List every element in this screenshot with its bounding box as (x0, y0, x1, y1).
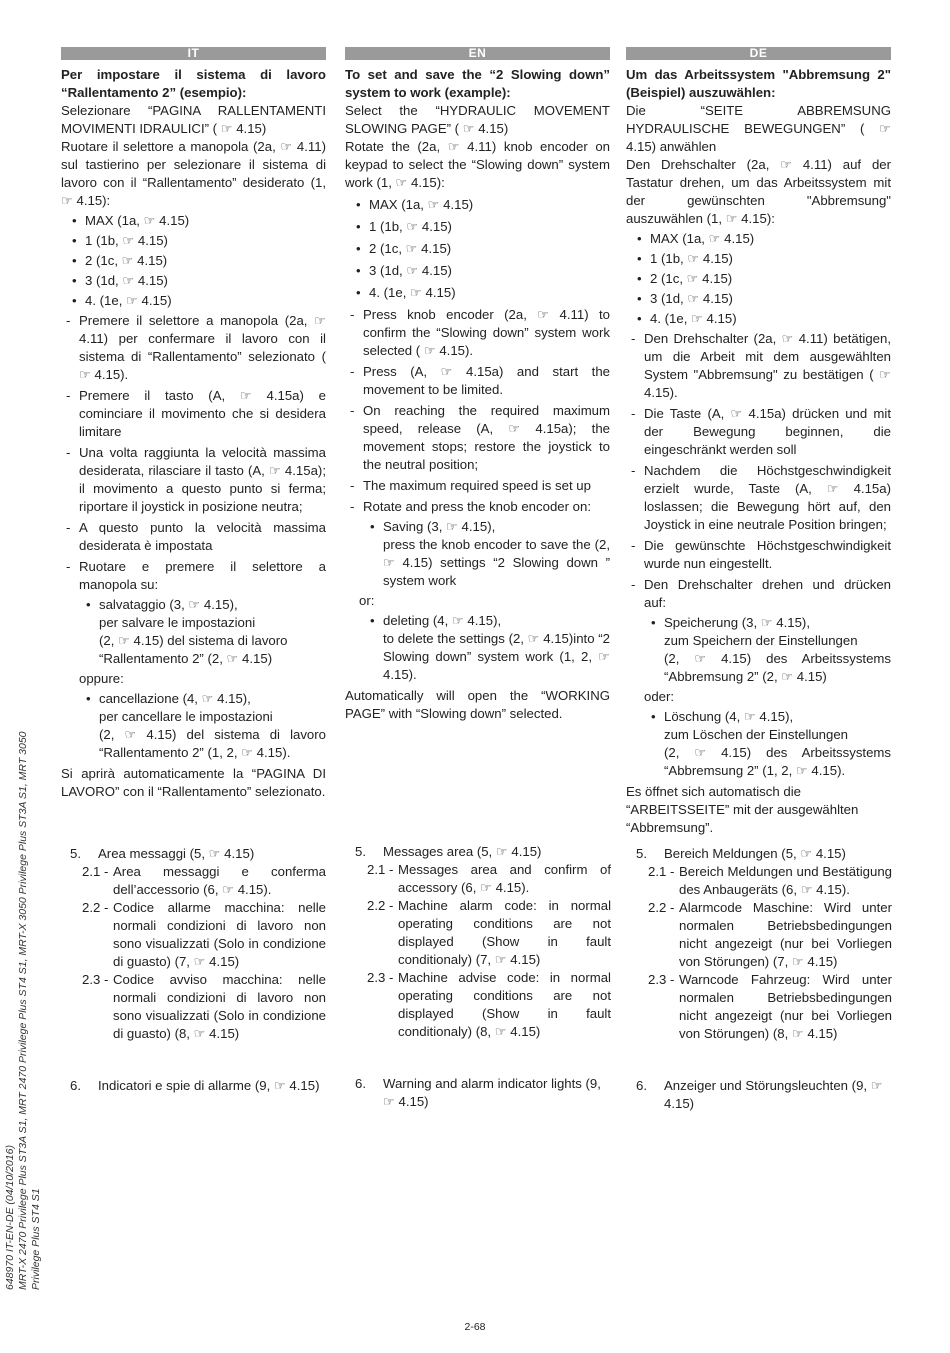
sub-bullet-list (79, 690, 326, 762)
section-title: To set and save the “2 Slowing down” system to work (example): (345, 67, 610, 100)
list-item: • MAX (1a, ☞ 4.15) (369, 196, 610, 214)
section-title: Um das Arbeitssystem "Abbremsung 2" (Beispiel) auszuwählen: (626, 67, 891, 100)
legend-subitem: 2.2 - Codice allarme macchina: nelle normali condizioni di lavoro non sono visualizzati (Solo in condizione di guasto) (7, ☞ 4.15) (82, 900, 326, 969)
legend-subitem: 2.2 - Alarmcode Maschine: Wird unter normalen Betriebsbedingungen nicht angezeigt (nur bei Vorliegen von Störungen) (7, ☞ 4.15) (648, 900, 892, 969)
sub-text: • Speicherung (3, ☞ 4.15), (664, 615, 810, 630)
step-item: - Press (A, ☞ 4.15a) and start the movement to be limited. (363, 363, 610, 399)
sub-bullet-list (79, 596, 326, 668)
list-item: • 2 (1c, ☞ 4.15) (369, 240, 610, 258)
legend-item-5: 5. Bereich Meldungen (5, ☞ 4.15) (636, 846, 846, 861)
bullet-list (626, 230, 891, 328)
paragraph: Selezionare “PAGINA RALLENTAMENTI MOVIMENTI IDRAULICI” ( ☞ 4.15) (61, 103, 326, 136)
paragraph: Select the “HYDRAULIC MOVEMENT SLOWING PAGE” ( ☞ 4.15) (345, 103, 610, 136)
document-code: 648970 IT-EN-DE (04/10/2016) (4, 1145, 16, 1290)
sub-bullet-list (644, 708, 891, 780)
list-item (664, 708, 891, 780)
sub-text: per cancellare le impostazioni (99, 709, 273, 724)
legend-block-it (70, 845, 326, 1095)
bullet-list (61, 212, 326, 310)
paragraph: Rotate the (2a, ☞ 4.11) knob encoder on keypad to select the “Slowing down” system work (1, ☞ 4.15): (345, 139, 610, 190)
step-item (79, 558, 326, 762)
list-item (99, 690, 326, 762)
legend-subitem: 2.2 - Machine alarm code: in normal operating conditions are not displayed (Show in fault conditionaly) (7, ☞ 4.15) (367, 898, 611, 967)
step-list (61, 312, 326, 762)
legend-item-6: 6. Anzeiger und Störungsleuchten (9, ☞ 4.15) (636, 1078, 883, 1111)
bullet-list (345, 196, 610, 302)
or-text: or: (359, 593, 375, 608)
section-title: Per impostare il sistema di lavoro “Rallentamento 2” (esempio): (61, 67, 326, 100)
step-item: - Nachdem die Höchstgeschwindigkeit erzielt wurde, Taste (A, ☞ 4.15a) loslassen; die Bewegung hört auf, den Joystick in eine neutrale Position bringen; (644, 462, 891, 534)
sub-text: (2, ☞ 4.15) des Arbeitssystems “Abbremsung 2” (1, 2, ☞ 4.15). (664, 745, 891, 778)
page-number: 2-68 (464, 1321, 486, 1333)
sub-text: • Löschung (4, ☞ 4.15), (664, 709, 794, 724)
list-item: • 3 (1d, ☞ 4.15) (85, 272, 326, 290)
language-header-de: DE (626, 47, 891, 60)
legend-item-6: 6. Indicatori e spie di allarme (9, ☞ 4.15) (70, 1078, 320, 1093)
column-it (61, 47, 326, 801)
list-item: • 1 (1b, ☞ 4.15) (85, 232, 326, 250)
paragraph: Si aprirà automaticamente la “PAGINA DI LAVORO” con il “Rallentamento” selezionato. (61, 766, 326, 799)
side-document-info (4, 730, 43, 1290)
sub-text: per salvare le impostazioni (99, 615, 256, 630)
sub-text: zum Löschen der Einstellungen (664, 727, 849, 742)
step-list (626, 330, 891, 780)
list-item: • 2 (1c, ☞ 4.15) (650, 270, 891, 288)
step-item: - Premere il tasto (A, ☞ 4.15a) e cominciare il movimento che si desidera limitare (79, 387, 326, 441)
legend-subitem: 2.3 - Warncode Fahrzeug: Wird unter normalen Betriebsbedingungen nicht angezeigt (nur bei Vorliegen von Störungen) (8, ☞ 4.15) (648, 972, 892, 1041)
language-header-en: EN (345, 47, 610, 60)
list-item (664, 614, 891, 686)
step-item: - Die gewünschte Höchstgeschwindigkeit wurde nun eingestellt. (644, 537, 891, 573)
step-text: Den Drehschalter drehen und drücken auf: (644, 577, 891, 610)
paragraph: Automatically will open the “WORKING PAGE” with “Slowing down” selected. (345, 688, 610, 721)
sub-text: • deleting (4, ☞ 4.15), (383, 613, 502, 628)
paragraph: Ruotare il selettore a manopola (2a, ☞ 4.11) sul tastierino per selezionare il sistema di lavoro con il “Rallentamento” desiderato (1, ☞ 4.15): (61, 139, 326, 208)
legend-subitem: 2.3 - Machine advise code: in normal operating conditions are not displayed (Show in fault conditionaly) (8, ☞ 4.15) (367, 970, 611, 1039)
step-item: - Premere il selettore a manopola (2a, ☞ 4.11) per confermare il lavoro con il sistema di “Rallentamento” selezionato ( ☞ 4.15). (79, 312, 326, 384)
or-text: oppure: (79, 671, 124, 686)
step-item: - On reaching the required maximum speed, release (A, ☞ 4.15a); the movement stops; restore the joystick to the neutral position; (363, 402, 610, 474)
or-text: oder: (644, 689, 675, 704)
list-item: • 2 (1c, ☞ 4.15) (85, 252, 326, 270)
legend-subitem: 2.1 - Messages area and confirm of accessory (6, ☞ 4.15). (367, 862, 611, 895)
step-item (359, 498, 610, 684)
sub-bullet-list (363, 518, 610, 590)
legend-subitem: 2.1 - Bereich Meldungen und Bestätigung des Anbaugeräts (6, ☞ 4.15). (648, 864, 892, 897)
list-item (383, 518, 610, 590)
legend-block-en (355, 843, 611, 1111)
paragraph: Es öffnet sich automatisch die “ARBEITSSEITE” mit der ausgewählten “Abbremsung”. (626, 784, 859, 835)
list-item: • MAX (1a, ☞ 4.15) (650, 230, 891, 248)
sub-text: • salvataggio (3, ☞ 4.15), (99, 597, 238, 612)
legend-item-5: 5. Messages area (5, ☞ 4.15) (355, 844, 542, 859)
list-item: • 4. (1e, ☞ 4.15) (650, 310, 891, 328)
sub-text: zum Speichern der Einstellungen (664, 633, 858, 648)
list-item: • 1 (1b, ☞ 4.15) (650, 250, 891, 268)
sub-text: (2, ☞ 4.15) des Arbeitssystems “Abbremsung 2” (2, ☞ 4.15) (664, 651, 891, 684)
sub-text: (2, ☞ 4.15) del sistema di lavoro “Rallentamento 2” (1, 2, ☞ 4.15). (99, 727, 326, 760)
legend-subitem: 2.1 - Area messaggi e conferma dell’accessorio (6, ☞ 4.15). (82, 864, 326, 897)
language-header-it: IT (61, 47, 326, 60)
step-item: - Den Drehschalter (2a, ☞ 4.11) betätigen, um die Arbeit mit dem ausgewählten System "Abbremsung" zu bestätigen ( ☞ 4.15). (644, 330, 891, 402)
step-item (644, 576, 891, 780)
paragraph: Den Drehschalter (2a, ☞ 4.11) auf der Tastatur drehen, um das Arbeitssystem mit der gewünschten "Abbremsung" auszuwählen (1, ☞ 4.15): (626, 157, 891, 226)
legend-subitem: 2.3 - Codice avviso macchina: nelle normali condizioni di lavoro non sono visualizzati (Solo in condizione di guasto) (8, ☞ 4.15) (82, 972, 326, 1041)
list-item: • 3 (1d, ☞ 4.15) (650, 290, 891, 308)
list-item: • 4. (1e, ☞ 4.15) (369, 284, 610, 302)
step-text: Rotate and press the knob encoder on: (363, 499, 592, 514)
step-item: - Die Taste (A, ☞ 4.15a) drücken und mit der Bewegung beginnen, die eingeschränkt werden soll (644, 405, 891, 459)
column-de (626, 47, 891, 837)
sub-text: (2, ☞ 4.15) del sistema di lavoro (99, 633, 288, 648)
list-item: • 3 (1d, ☞ 4.15) (369, 262, 610, 280)
sub-text: • Saving (3, ☞ 4.15), (383, 519, 496, 534)
sub-text: • cancellazione (4, ☞ 4.15), (99, 691, 251, 706)
step-item: - The maximum required speed is set up (363, 477, 610, 495)
list-item: • 4. (1e, ☞ 4.15) (85, 292, 326, 310)
sub-text: press the knob encoder to save the (2, ☞ 4.15) settings “2 Slowing down ” system work (383, 537, 610, 588)
model-list: MRT-X 2470 Privilege Plus ST3A S1, MRT 2470 Privilege Plus ST4 S1, MRT-X 3050 Privilege Plus ST3A S1, MRT 3050 Privilege Plus ST4 S1 (17, 731, 42, 1290)
sub-text: to delete the settings (2, ☞ 4.15)into “2 Slowing down” system work (1, 2, ☞ 4.15). (383, 631, 610, 682)
sub-bullet-list (363, 612, 610, 684)
legend-item-6: 6. Warning and alarm indicator lights (9, ☞ 4.15) (355, 1076, 601, 1109)
legend-item-5: 5. Area messaggi (5, ☞ 4.15) (70, 846, 255, 861)
list-item (383, 612, 610, 684)
list-item: • MAX (1a, ☞ 4.15) (85, 212, 326, 230)
step-item: - A questo punto la velocità massima desiderata è impostata (79, 519, 326, 555)
step-item: - Press knob encoder (2a, ☞ 4.11) to confirm the “Slowing down” system work selected ( ☞ 4.15). (363, 306, 610, 360)
column-en (345, 47, 610, 723)
list-item: • 1 (1b, ☞ 4.15) (369, 218, 610, 236)
list-item (99, 596, 326, 668)
step-item: - Una volta raggiunta la velocità massima desiderata, rilasciare il tasto (A, ☞ 4.15a); il movimento a questo punto si ferma; riportare il joystick in posizione neutra; (79, 444, 326, 516)
step-text: Ruotare e premere il selettore a manopola su: (79, 559, 326, 592)
paragraph: Die “SEITE ABBREMSUNG HYDRAULISCHE BEWEGUNGEN” ( ☞ 4.15) anwählen (626, 103, 891, 154)
sub-text: “Rallentamento 2” (2, ☞ 4.15) (99, 651, 273, 666)
step-list (345, 306, 610, 684)
sub-bullet-list (644, 614, 891, 686)
legend-block-de (636, 845, 892, 1113)
